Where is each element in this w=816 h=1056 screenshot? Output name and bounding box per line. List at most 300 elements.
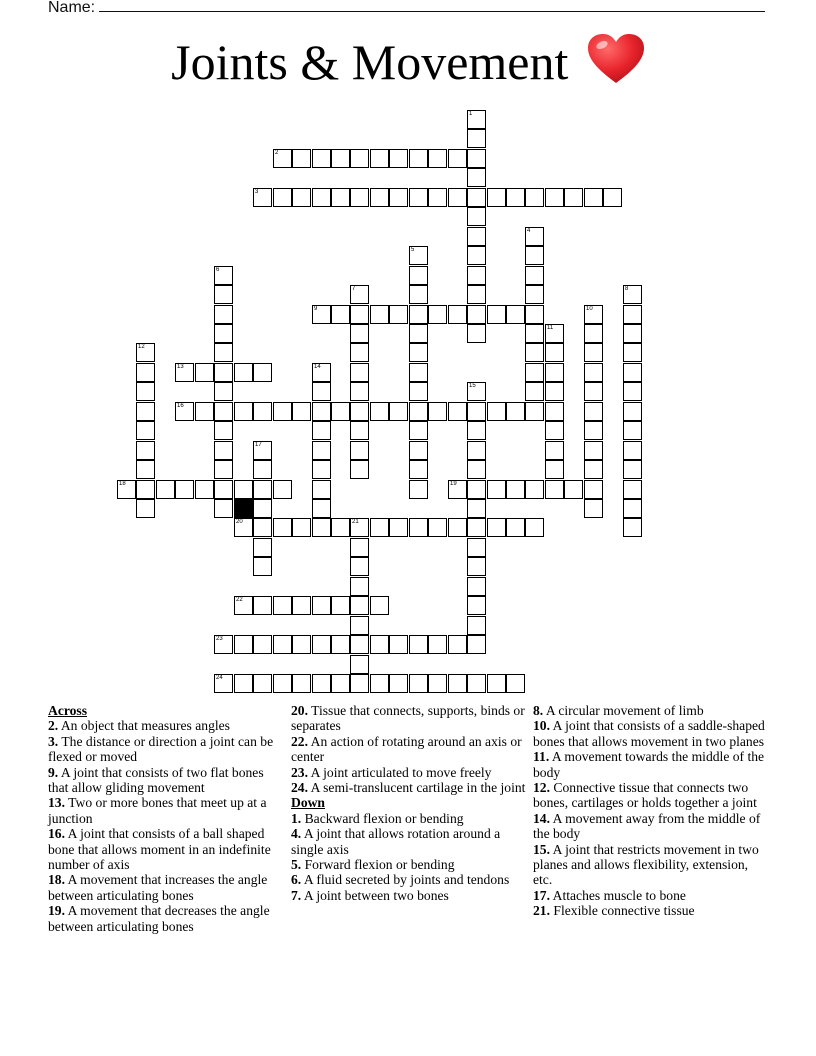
grid-cell[interactable] xyxy=(467,110,486,129)
grid-cell[interactable] xyxy=(292,188,311,207)
grid-cell[interactable] xyxy=(506,518,525,537)
grid-cell[interactable] xyxy=(545,480,564,499)
grid-cell[interactable] xyxy=(584,460,603,479)
grid-cell[interactable] xyxy=(506,402,525,421)
grid-cell[interactable] xyxy=(448,402,467,421)
clue-number: 14 xyxy=(314,364,321,370)
grid-cell[interactable] xyxy=(253,596,272,615)
clue-number: 16 xyxy=(177,403,184,409)
clue-number-label: 15. xyxy=(533,841,550,857)
grid-cell[interactable] xyxy=(253,460,272,479)
grid-cell[interactable] xyxy=(409,266,428,285)
grid-cell[interactable] xyxy=(136,499,155,518)
grid-cell[interactable] xyxy=(584,324,603,343)
grid-cell[interactable] xyxy=(448,674,467,693)
grid-cell[interactable] xyxy=(506,188,525,207)
clue-text: A semi-translucent cartilage in the joint xyxy=(310,780,526,796)
grid-cell[interactable] xyxy=(273,635,292,654)
grid-cell[interactable] xyxy=(525,227,544,246)
grid-cell[interactable] xyxy=(389,149,408,168)
grid-cell[interactable] xyxy=(136,480,155,499)
clue-text: A joint that consists of two flat bones that allow gliding movement xyxy=(48,764,264,796)
grid-cell[interactable] xyxy=(234,518,253,537)
clue-number: 6 xyxy=(216,267,220,273)
grid-cell[interactable] xyxy=(175,363,194,382)
grid-cell[interactable] xyxy=(370,149,389,168)
grid-cell[interactable] xyxy=(564,188,583,207)
grid-cell[interactable] xyxy=(487,480,506,499)
clue-number-label: 20. xyxy=(291,703,308,718)
grid-cell[interactable] xyxy=(525,305,544,324)
grid-cell[interactable] xyxy=(584,382,603,401)
clue-number: 9 xyxy=(314,306,318,312)
grid-cell[interactable] xyxy=(331,149,350,168)
grid-cell[interactable] xyxy=(467,460,486,479)
grid-cell[interactable] xyxy=(175,402,194,421)
grid-cell[interactable] xyxy=(428,635,447,654)
grid-cell[interactable] xyxy=(234,363,253,382)
grid-cell[interactable] xyxy=(467,596,486,615)
grid-cell[interactable] xyxy=(273,149,292,168)
grid-cell[interactable] xyxy=(409,246,428,265)
grid-cell[interactable] xyxy=(253,402,272,421)
grid-cell[interactable] xyxy=(312,149,331,168)
grid-cell[interactable] xyxy=(467,635,486,654)
grid-cell[interactable] xyxy=(467,577,486,596)
grid-cell[interactable] xyxy=(506,480,525,499)
grid-cell[interactable] xyxy=(273,674,292,693)
grid-cell[interactable] xyxy=(234,674,253,693)
clue-item xyxy=(533,780,769,811)
grid-cell[interactable] xyxy=(564,480,583,499)
grid-cell[interactable] xyxy=(409,188,428,207)
clue-number: 2 xyxy=(275,150,279,156)
grid-cell[interactable] xyxy=(409,149,428,168)
grid-cell[interactable] xyxy=(467,499,486,518)
clue-number: 1 xyxy=(469,111,473,117)
grid-cell[interactable] xyxy=(428,402,447,421)
clue-text: Flexible connective tissue xyxy=(553,903,695,919)
clue-item xyxy=(48,795,284,826)
grid-cell[interactable] xyxy=(525,518,544,537)
clue-number-label: 24. xyxy=(291,780,308,796)
grid-cell[interactable] xyxy=(156,480,175,499)
grid-cell[interactable] xyxy=(214,635,233,654)
grid-cell[interactable] xyxy=(389,305,408,324)
grid-cell[interactable] xyxy=(136,382,155,401)
grid-cell[interactable] xyxy=(136,363,155,382)
grid-cell[interactable] xyxy=(409,402,428,421)
grid-cell[interactable] xyxy=(312,188,331,207)
grid-cell[interactable] xyxy=(117,480,136,499)
grid-cell[interactable] xyxy=(350,655,369,674)
grid-cell[interactable] xyxy=(312,460,331,479)
grid-cell[interactable] xyxy=(312,499,331,518)
grid-cell[interactable] xyxy=(350,616,369,635)
clue-number: 24 xyxy=(216,675,223,681)
grid-cell[interactable] xyxy=(214,343,233,362)
grid-cell[interactable] xyxy=(487,305,506,324)
grid-cell[interactable] xyxy=(292,674,311,693)
clue-number-label: 9. xyxy=(48,764,59,780)
grid-cell[interactable] xyxy=(389,674,408,693)
grid-cell[interactable] xyxy=(370,596,389,615)
clue-number: 20 xyxy=(236,519,243,525)
grid-cell[interactable] xyxy=(467,266,486,285)
clue-number-label: 17. xyxy=(533,887,550,903)
grid-cell[interactable] xyxy=(525,285,544,304)
clue-number: 23 xyxy=(216,636,223,642)
clue-item xyxy=(291,734,527,765)
grid-cell[interactable] xyxy=(428,188,447,207)
grid-cell[interactable] xyxy=(214,305,233,324)
grid-cell[interactable] xyxy=(545,402,564,421)
grid-cell[interactable] xyxy=(273,518,292,537)
grid-cell[interactable] xyxy=(584,363,603,382)
grid-cell[interactable] xyxy=(545,363,564,382)
grid-cell[interactable] xyxy=(350,149,369,168)
grid-cell[interactable] xyxy=(448,305,467,324)
grid-cell[interactable] xyxy=(623,460,642,479)
grid-cell[interactable] xyxy=(389,188,408,207)
grid-cell[interactable] xyxy=(292,149,311,168)
clue-number-label: 14. xyxy=(533,810,550,826)
grid-cell[interactable] xyxy=(350,557,369,576)
clue-text: Connective tissue that connects two bones, cartilages or holds together a joint xyxy=(533,780,757,811)
grid-cell[interactable] xyxy=(195,402,214,421)
clue-heading: Down xyxy=(291,795,325,811)
clue-item xyxy=(48,903,284,934)
grid-cell[interactable] xyxy=(409,421,428,440)
grid-cell[interactable] xyxy=(467,382,486,401)
grid-cell[interactable] xyxy=(409,441,428,460)
grid-cell[interactable] xyxy=(467,305,486,324)
grid-cell[interactable] xyxy=(467,421,486,440)
grid-cell[interactable] xyxy=(584,402,603,421)
grid-cell[interactable] xyxy=(331,188,350,207)
grid-cell[interactable] xyxy=(350,460,369,479)
grid-cell[interactable] xyxy=(467,518,486,537)
grid-cell[interactable] xyxy=(370,635,389,654)
grid-cell[interactable] xyxy=(623,343,642,362)
grid-cell[interactable] xyxy=(487,188,506,207)
grid-cell[interactable] xyxy=(409,343,428,362)
grid-cell[interactable] xyxy=(409,285,428,304)
grid-cell[interactable] xyxy=(487,674,506,693)
grid-cell[interactable] xyxy=(545,343,564,362)
grid-cell[interactable] xyxy=(487,402,506,421)
grid-cell[interactable] xyxy=(136,460,155,479)
grid-cell[interactable] xyxy=(545,441,564,460)
grid-cell[interactable] xyxy=(350,285,369,304)
grid-cell[interactable] xyxy=(350,538,369,557)
clue-number: 13 xyxy=(177,364,184,370)
grid-cell[interactable] xyxy=(448,518,467,537)
clue-item xyxy=(291,826,527,857)
grid-cell[interactable] xyxy=(214,460,233,479)
grid-cell[interactable] xyxy=(525,480,544,499)
grid-cell[interactable] xyxy=(350,441,369,460)
clue-text: Backward flexion or bending xyxy=(304,810,464,826)
grid-cell[interactable] xyxy=(234,635,253,654)
grid-cell[interactable] xyxy=(584,343,603,362)
grid-cell[interactable] xyxy=(409,674,428,693)
grid-cell[interactable] xyxy=(214,382,233,401)
grid-cell[interactable] xyxy=(448,188,467,207)
grid-cell[interactable] xyxy=(525,188,544,207)
grid-cell[interactable] xyxy=(253,188,272,207)
clue-number-label: 2. xyxy=(48,718,59,734)
clue-text: A joint that restricts movement in two planes and allows flexibility, extension, etc. xyxy=(533,841,759,888)
grid-cell[interactable] xyxy=(409,324,428,343)
grid-cell[interactable] xyxy=(545,421,564,440)
grid-cell[interactable] xyxy=(214,421,233,440)
grid-cell[interactable] xyxy=(409,518,428,537)
grid-cell[interactable] xyxy=(331,674,350,693)
grid-cell[interactable] xyxy=(428,305,447,324)
grid-cell[interactable] xyxy=(487,518,506,537)
grid-cell[interactable] xyxy=(136,343,155,362)
grid-cell[interactable] xyxy=(467,538,486,557)
grid-cell[interactable] xyxy=(584,480,603,499)
clue-number-label: 19. xyxy=(48,903,65,919)
grid-cell[interactable] xyxy=(350,577,369,596)
grid-cell[interactable] xyxy=(584,188,603,207)
grid-cell[interactable] xyxy=(350,674,369,693)
grid-cell[interactable] xyxy=(195,480,214,499)
grid-cell[interactable] xyxy=(467,402,486,421)
grid-cell[interactable] xyxy=(234,402,253,421)
grid-cell[interactable] xyxy=(525,402,544,421)
grid-cell[interactable] xyxy=(409,635,428,654)
grid-cell[interactable] xyxy=(623,441,642,460)
grid-cell[interactable] xyxy=(623,499,642,518)
grid-cell[interactable] xyxy=(312,480,331,499)
grid-cell[interactable] xyxy=(331,402,350,421)
grid-cell[interactable] xyxy=(331,596,350,615)
grid-cell[interactable] xyxy=(350,363,369,382)
grid-cell[interactable] xyxy=(312,382,331,401)
clue-number-label: 11. xyxy=(533,749,550,765)
grid-cell[interactable] xyxy=(584,421,603,440)
grid-cell[interactable] xyxy=(389,402,408,421)
clue-number-label: 16. xyxy=(48,826,65,842)
clue-item xyxy=(533,903,769,918)
grid-cell[interactable] xyxy=(409,305,428,324)
grid-cell[interactable] xyxy=(409,382,428,401)
clue-text: A fluid secreted by joints and tendons xyxy=(303,872,510,888)
grid-cell[interactable] xyxy=(253,538,272,557)
grid-cell[interactable] xyxy=(350,402,369,421)
grid-cell[interactable] xyxy=(428,674,447,693)
clue-number-label: 3. xyxy=(48,733,59,749)
grid-cell[interactable] xyxy=(467,129,486,148)
grid-cell[interactable] xyxy=(312,635,331,654)
clue-number-label: 12. xyxy=(533,780,550,796)
grid-cell[interactable] xyxy=(312,402,331,421)
clue-number-label: 10. xyxy=(533,718,550,734)
clue-number: 18 xyxy=(119,481,126,487)
clue-number: 3 xyxy=(255,189,259,195)
grid-cell[interactable] xyxy=(350,305,369,324)
grid-cell[interactable] xyxy=(253,480,272,499)
grid-cell[interactable] xyxy=(253,674,272,693)
clue-number-label: 7. xyxy=(291,887,302,903)
grid-cell[interactable] xyxy=(370,674,389,693)
grid-cell[interactable] xyxy=(331,518,350,537)
grid-cell[interactable] xyxy=(623,480,642,499)
grid-cell[interactable] xyxy=(623,421,642,440)
grid-cell[interactable] xyxy=(623,285,642,304)
grid-cell[interactable] xyxy=(603,188,622,207)
grid-cell[interactable] xyxy=(175,480,194,499)
grid-cell[interactable] xyxy=(350,635,369,654)
grid-cell[interactable] xyxy=(428,518,447,537)
clue-heading: Across xyxy=(48,703,88,718)
grid-cell[interactable] xyxy=(506,305,525,324)
clue-number-label: 5. xyxy=(291,857,302,873)
grid-cell[interactable] xyxy=(409,460,428,479)
grid-cell[interactable] xyxy=(273,480,292,499)
grid-cell[interactable] xyxy=(350,421,369,440)
grid-cell[interactable] xyxy=(409,363,428,382)
grid-cell[interactable] xyxy=(350,596,369,615)
grid-cell[interactable] xyxy=(525,343,544,362)
grid-cell[interactable] xyxy=(331,635,350,654)
grid-cell[interactable] xyxy=(467,441,486,460)
grid-cell[interactable] xyxy=(448,149,467,168)
clue-item xyxy=(533,842,769,888)
grid-cell[interactable] xyxy=(525,246,544,265)
grid-cell[interactable] xyxy=(467,188,486,207)
clue-item xyxy=(48,765,284,796)
grid-cell[interactable] xyxy=(214,499,233,518)
grid-cell[interactable] xyxy=(467,207,486,226)
grid-cell[interactable] xyxy=(214,324,233,343)
clue-number: 15 xyxy=(469,383,476,389)
grid-cell[interactable] xyxy=(545,382,564,401)
grid-cell[interactable] xyxy=(467,616,486,635)
grid-cell[interactable] xyxy=(545,188,564,207)
grid-cell[interactable] xyxy=(584,499,603,518)
clue-number-label: 4. xyxy=(291,826,302,842)
grid-cell[interactable] xyxy=(273,596,292,615)
grid-cell[interactable] xyxy=(312,363,331,382)
grid-cell[interactable] xyxy=(331,305,350,324)
grid-cell[interactable] xyxy=(467,480,486,499)
grid-cell[interactable] xyxy=(312,441,331,460)
grid-cell[interactable] xyxy=(623,518,642,537)
grid-cell[interactable] xyxy=(525,266,544,285)
grid-cell[interactable] xyxy=(623,305,642,324)
grid-cell[interactable] xyxy=(370,305,389,324)
grid-cell[interactable] xyxy=(545,460,564,479)
grid-cell[interactable] xyxy=(467,168,486,187)
grid-cell[interactable] xyxy=(428,149,447,168)
grid-cell[interactable] xyxy=(312,674,331,693)
grid-cell[interactable] xyxy=(253,635,272,654)
grid-cell[interactable] xyxy=(584,441,603,460)
grid-cell[interactable] xyxy=(506,674,525,693)
grid-cell[interactable] xyxy=(467,246,486,265)
grid-cell[interactable] xyxy=(623,363,642,382)
grid-cell[interactable] xyxy=(312,596,331,615)
grid-cell[interactable] xyxy=(273,402,292,421)
grid-cell[interactable] xyxy=(253,441,272,460)
grid-cell[interactable] xyxy=(467,674,486,693)
grid-cell[interactable] xyxy=(214,402,233,421)
grid-cell[interactable] xyxy=(623,402,642,421)
grid-cell[interactable] xyxy=(292,596,311,615)
grid-cell[interactable] xyxy=(312,421,331,440)
clue-text: Two or more bones that meet up at a junction xyxy=(48,795,267,826)
grid-cell[interactable] xyxy=(389,518,408,537)
grid-cell[interactable] xyxy=(350,324,369,343)
grid-cell[interactable] xyxy=(409,480,428,499)
grid-cell[interactable] xyxy=(253,363,272,382)
grid-cell[interactable] xyxy=(467,227,486,246)
grid-cell[interactable] xyxy=(623,324,642,343)
grid-cell[interactable] xyxy=(234,480,253,499)
grid-cell[interactable] xyxy=(467,324,486,343)
grid-cell[interactable] xyxy=(136,402,155,421)
grid-cell[interactable] xyxy=(467,557,486,576)
grid-cell[interactable] xyxy=(350,518,369,537)
clue-number-label: 18. xyxy=(48,872,65,888)
clue-number-label: 6. xyxy=(291,872,302,888)
grid-cell[interactable] xyxy=(525,382,544,401)
grid-cell[interactable] xyxy=(312,518,331,537)
grid-cell[interactable] xyxy=(467,285,486,304)
grid-cell[interactable] xyxy=(214,480,233,499)
grid-cell[interactable] xyxy=(389,635,408,654)
grid-cell[interactable] xyxy=(136,441,155,460)
grid-cell[interactable] xyxy=(448,480,467,499)
grid-cell[interactable] xyxy=(350,188,369,207)
clue-column-3 xyxy=(533,703,769,919)
grid-cell[interactable] xyxy=(545,324,564,343)
grid-cell[interactable] xyxy=(214,266,233,285)
grid-cell[interactable] xyxy=(214,285,233,304)
grid-cell[interactable] xyxy=(234,596,253,615)
grid-cell[interactable] xyxy=(350,343,369,362)
grid-cell[interactable] xyxy=(623,382,642,401)
grid-cell[interactable] xyxy=(195,363,214,382)
clue-column-1 xyxy=(48,703,284,934)
grid-cell[interactable] xyxy=(467,149,486,168)
grid-cell[interactable] xyxy=(584,305,603,324)
grid-cell[interactable] xyxy=(525,324,544,343)
grid-cell[interactable] xyxy=(253,557,272,576)
grid-cell[interactable] xyxy=(214,674,233,693)
grid-cell[interactable] xyxy=(253,518,272,537)
grid-cell[interactable] xyxy=(136,421,155,440)
grid-cell[interactable] xyxy=(214,441,233,460)
grid-cell[interactable] xyxy=(253,499,272,518)
grid-cell[interactable] xyxy=(292,402,311,421)
grid-cell[interactable] xyxy=(448,635,467,654)
grid-cell[interactable] xyxy=(292,635,311,654)
grid-cell[interactable] xyxy=(370,188,389,207)
grid-cell[interactable] xyxy=(525,363,544,382)
grid-cell[interactable] xyxy=(214,363,233,382)
grid-cell[interactable] xyxy=(273,188,292,207)
grid-cell[interactable] xyxy=(292,518,311,537)
grid-cell[interactable] xyxy=(370,402,389,421)
grid-cell[interactable] xyxy=(350,382,369,401)
grid-cell[interactable] xyxy=(370,518,389,537)
grid-cell[interactable] xyxy=(312,305,331,324)
